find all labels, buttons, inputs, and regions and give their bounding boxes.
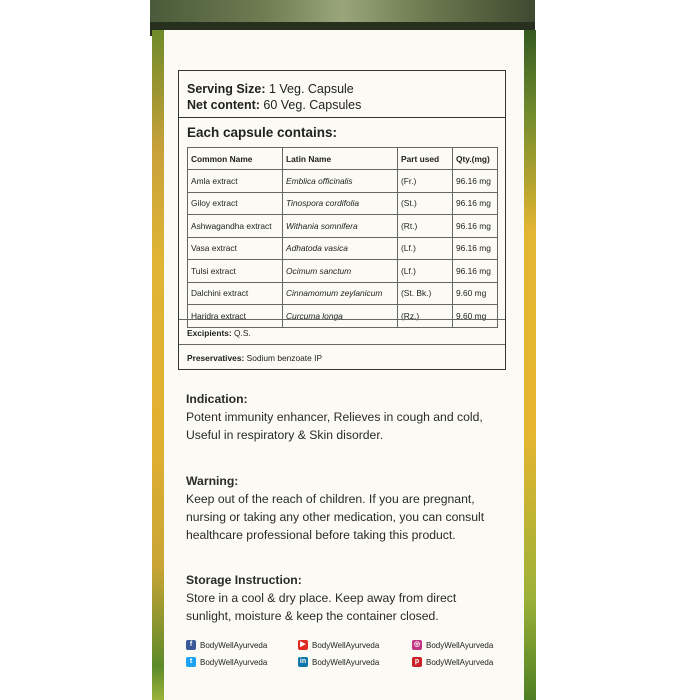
header-common-name: Common Name [188, 148, 283, 170]
qty-cell: 96.16 mg [453, 237, 498, 260]
storage-line: sunlight, moisture & keep the container closed. [186, 609, 439, 623]
header-part-used: Part used [398, 148, 453, 170]
preservatives-value: Sodium benzoate IP [244, 353, 323, 363]
youtube-icon: ▶ [298, 640, 308, 650]
header-qty: Qty.(mg) [453, 148, 498, 170]
table-row [188, 170, 498, 193]
social-linkedin [298, 657, 379, 667]
indication-line: Useful in respiratory & Skin disorder. [186, 428, 384, 442]
part-used-cell: (Rz.) [398, 305, 453, 328]
warning-line: nursing or taking any other medication, you can consult [186, 510, 485, 524]
excipients-label: Excipients: [187, 328, 232, 338]
warning-line: healthcare professional before taking this product. [186, 528, 456, 542]
youtube-handle: BodyWellAyurveda [312, 640, 380, 650]
latin-name-cell: Tinospora cordifolia [283, 192, 398, 215]
part-used-cell: (Fr.) [398, 170, 453, 193]
table-row [188, 282, 498, 305]
warning-line: Keep out of the reach of children. If you are pregnant, [186, 492, 475, 506]
common-name-cell: Vasa extract [188, 237, 283, 260]
part-used-cell: (St. Bk.) [398, 282, 453, 305]
part-used-cell: (Rt.) [398, 215, 453, 238]
latin-name-cell: Withania somnifera [283, 215, 398, 238]
common-name-cell: Giloy extract [188, 192, 283, 215]
serving-info [187, 81, 361, 113]
part-used-cell: (St.) [398, 192, 453, 215]
latin-name-cell: Curcuma longa [283, 305, 398, 328]
common-name-cell: Ashwagandha extract [188, 215, 283, 238]
supplement-facts-box [178, 70, 506, 370]
storage-line: Store in a cool & dry place. Keep away from direct [186, 591, 457, 605]
latin-name-cell: Emblica officinalis [283, 170, 398, 193]
table-row [188, 192, 498, 215]
facebook-handle: BodyWellAyurveda [200, 640, 268, 650]
qty-cell: 9.60 mg [453, 305, 498, 328]
warning-heading: Warning: [186, 474, 239, 488]
warning-section [186, 472, 516, 544]
table-row [188, 237, 498, 260]
storage-heading: Storage Instruction: [186, 573, 302, 587]
common-name-cell: Amla extract [188, 170, 283, 193]
social-twitter [186, 657, 267, 667]
qty-cell: 96.16 mg [453, 260, 498, 283]
serving-size-label: Serving Size: [187, 82, 266, 96]
pinterest-icon: p [412, 657, 422, 667]
latin-name-cell: Cinnamomum zeylanicum [283, 282, 398, 305]
preservatives-row [179, 344, 505, 370]
qty-cell: 96.16 mg [453, 192, 498, 215]
indication-line: Potent immunity enhancer, Relieves in cough and cold, [186, 410, 483, 424]
common-name-cell: Tulsi extract [188, 260, 283, 283]
instagram-icon: ◎ [413, 641, 421, 648]
excipients-row [179, 319, 505, 345]
common-name-cell: Dalchini extract [188, 282, 283, 305]
contains-title: Each capsule contains: [187, 125, 338, 140]
social-pinterest [412, 657, 493, 667]
pinterest-handle: BodyWellAyurveda [426, 657, 494, 667]
social-facebook [186, 640, 267, 650]
latin-name-cell: Adhatoda vasica [283, 237, 398, 260]
twitter-handle: BodyWellAyurveda [200, 657, 268, 667]
net-content-label: Net content: [187, 98, 260, 112]
table-row [188, 215, 498, 238]
indication-heading: Indication: [186, 392, 248, 406]
box-right-edge [524, 30, 536, 700]
common-name-cell: Haridra extract [188, 305, 283, 328]
social-instagram [412, 640, 493, 650]
preservatives-label: Preservatives: [187, 353, 245, 363]
qty-cell: 9.60 mg [453, 282, 498, 305]
box-left-edge [152, 30, 164, 700]
ingredients-table [187, 147, 498, 328]
storage-section [186, 571, 516, 625]
qty-cell: 96.16 mg [453, 215, 498, 238]
instagram-handle: BodyWellAyurveda [426, 640, 494, 650]
facebook-icon: f [186, 640, 196, 650]
twitter-icon: t [186, 657, 196, 667]
table-header-row [188, 148, 498, 170]
serving-size-value: 1 Veg. Capsule [265, 82, 354, 96]
part-used-cell: (Lf.) [398, 237, 453, 260]
qty-cell: 96.16 mg [453, 170, 498, 193]
linkedin-handle: BodyWellAyurveda [312, 657, 380, 667]
table-row [188, 260, 498, 283]
social-youtube [298, 640, 379, 650]
divider [179, 117, 505, 118]
net-content-value: 60 Veg. Capsules [259, 98, 362, 112]
indication-section [186, 390, 516, 444]
part-used-cell: (Lf.) [398, 260, 453, 283]
latin-name-cell: Ocimum sanctum [283, 260, 398, 283]
linkedin-icon: in [299, 658, 307, 665]
excipients-value: Q.S. [231, 328, 251, 338]
header-latin-name: Latin Name [283, 148, 398, 170]
